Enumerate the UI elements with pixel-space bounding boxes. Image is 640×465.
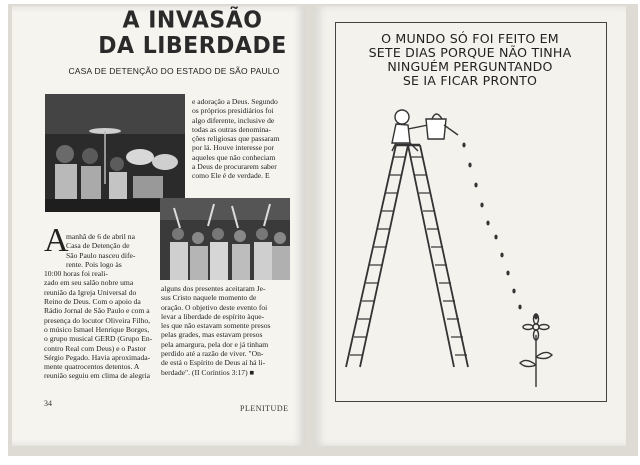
text-line: a Deus de procurarem saber <box>192 162 277 172</box>
text-line: sus Cristo naquele momento de <box>161 293 257 303</box>
text-line: pela amargura, pela dor e já tinham <box>161 339 269 349</box>
text-line: como Ele é de verdade. E <box>192 171 270 181</box>
text-line: perdido até a razão de viver. "On- <box>161 349 264 359</box>
ladder-cartoon-illustration <box>336 95 604 399</box>
quote-line: SETE DIAS PORQUE NÃO TINHA <box>368 45 572 60</box>
headline-line-1: A INVASÃO <box>122 7 263 35</box>
article-column-left <box>44 232 157 381</box>
page-number: 34 <box>44 399 52 408</box>
magazine-footer: PLENITUDE <box>240 404 289 413</box>
headline-line-2: DA LIBERDADE <box>98 32 287 60</box>
text-line: ções religiosas que passaram <box>192 134 280 144</box>
text-line: por lá. Houve interesse por <box>192 143 275 153</box>
cartoon-quote <box>340 32 600 88</box>
text-line: Reino de Deus. Com o apoio da <box>44 297 141 307</box>
text-line: o músico Ismael Henrique Borges, <box>44 324 150 334</box>
text-line: Casa de Detenção de <box>66 241 130 251</box>
text-line: rente. Pois logo às <box>66 259 122 269</box>
text-line: pelas grades, mas estavam presos <box>161 330 263 340</box>
text-line: de está o Espírito de Deus aí há li- <box>161 358 266 368</box>
article-headline <box>95 9 290 59</box>
crowd-photo <box>160 198 290 280</box>
text-line: presença do locutor Oliveira Filho, <box>44 315 151 325</box>
article-column-right-bottom <box>161 284 289 377</box>
text-line: contro Real com Deus) e o Pastor <box>44 343 147 353</box>
text-line: zado em seu salão nobre uma <box>44 278 134 288</box>
text-line: manhã de 6 de abril na <box>66 232 135 241</box>
text-line: todas as outras denomina- <box>192 124 272 134</box>
text-line: aqueles que não conheciam <box>192 152 276 162</box>
drop-cap: A <box>44 222 69 259</box>
quote-line: O MUNDO SÓ FOI FEITO EM <box>381 31 559 46</box>
text-line: reunião seguiu em clima de alegria <box>44 371 151 381</box>
article-column-right-top <box>192 97 290 181</box>
text-line: alguns dos presentes aceitaram Je- <box>161 284 266 293</box>
text-line: algo diferente, inclusive de <box>192 115 275 125</box>
text-line: levar a liberdade de espírito àque- <box>161 311 265 321</box>
text-line: Sérgio Pegado. Havia aproximada- <box>44 352 151 362</box>
band-photo <box>45 94 185 212</box>
text-line: e adoração a Deus. Segundo <box>192 97 278 106</box>
text-line: 10:00 horas foi reali- <box>44 269 108 279</box>
water-drops <box>462 143 537 320</box>
text-line: oração. O objetivo deste evento foi <box>161 302 268 312</box>
text-line: o grupo musical GERD (Grupo En- <box>44 334 153 344</box>
text-line: berdade". (II Coríntios 3:17) ■ <box>161 367 255 377</box>
flower <box>520 314 552 387</box>
text-line: mente quatrocentos detentos. A <box>44 362 140 372</box>
quote-line: NINGUÉM PERGUNTANDO <box>387 59 553 74</box>
article-subhead: CASA DE DETENÇÃO DO ESTADO DE SÃO PAULO <box>68 66 280 76</box>
quote-line: SE IA FICAR PRONTO <box>402 73 538 88</box>
text-line: reunião da Igreja Universal do <box>44 287 137 297</box>
text-line: os próprios presidiários foi <box>192 106 274 116</box>
text-line: les que não estavam somente presos <box>161 321 271 331</box>
ladder <box>346 145 468 367</box>
watering-can <box>426 114 458 139</box>
text-line: São Paulo nasceu dife- <box>66 250 136 260</box>
text-line: Rádio Jornal de São Paulo e com a <box>44 306 150 316</box>
